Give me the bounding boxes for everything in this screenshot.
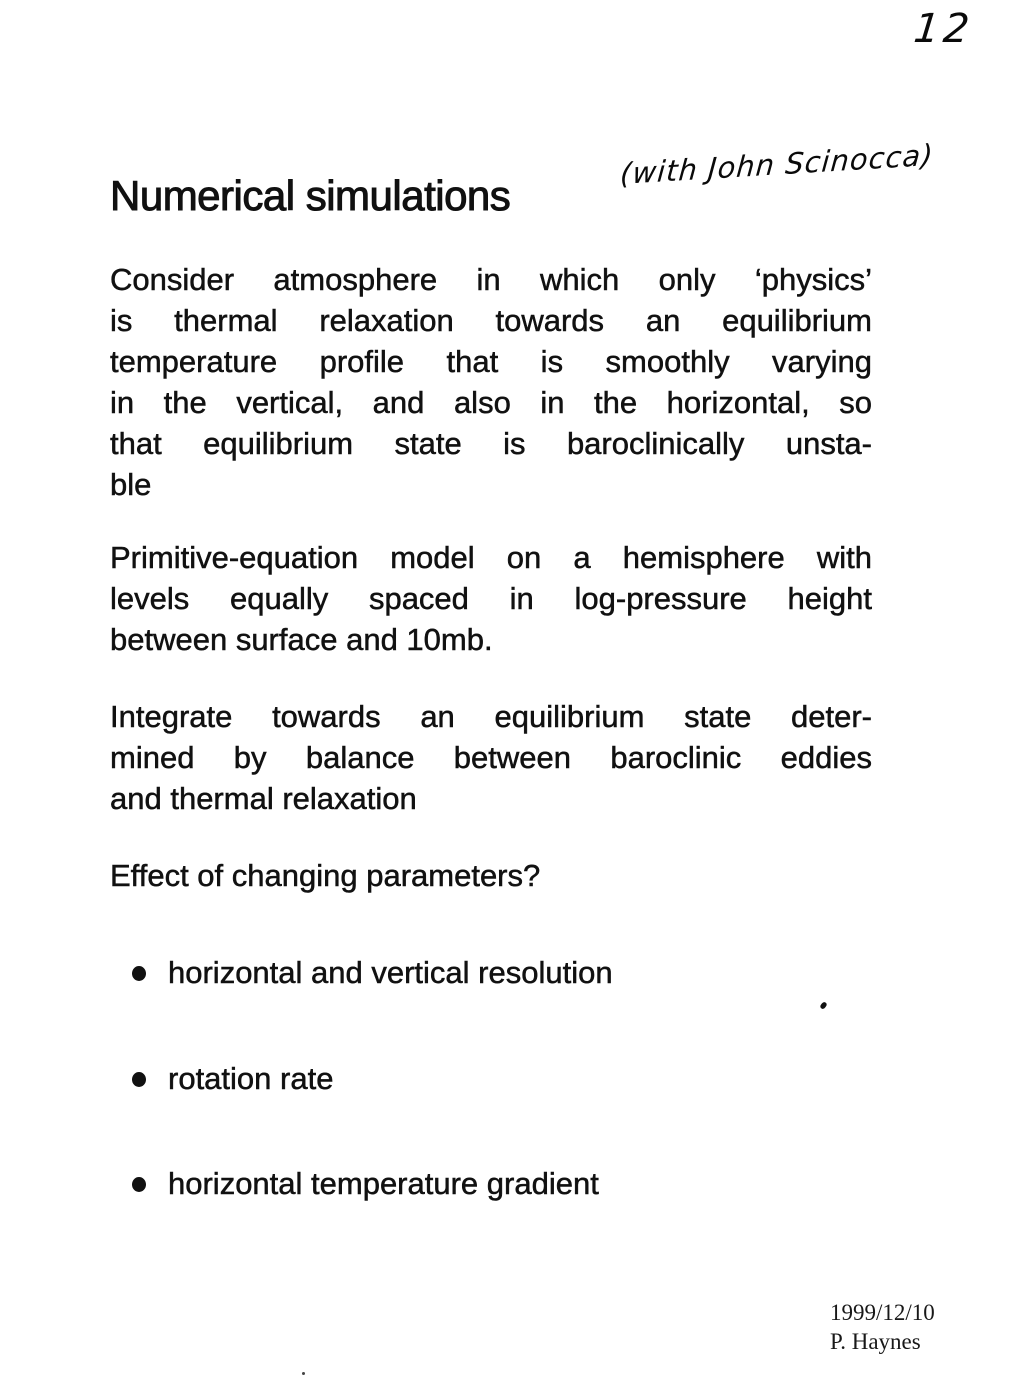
text-line: Consider atmosphere in which only ‘physics’ (110, 262, 872, 297)
text-line: Integrate towards an equilibrium state deter- (110, 699, 872, 734)
paragraph-integrate-equilibrium (110, 696, 872, 819)
text-line: between surface and 10mb. (110, 622, 493, 657)
question-text: Effect of changing parameters? (110, 858, 541, 893)
body-text (110, 259, 872, 896)
paragraph-primitive-equation-model (110, 537, 872, 660)
text-line: that equilibrium state is baroclinically unsta- (110, 426, 872, 461)
bullet-dot-icon (132, 1072, 146, 1087)
scan-speck (819, 1001, 827, 1010)
handwritten-annotation: (with John Scinocca) (618, 137, 935, 192)
text-line: levels equally spaced in log-pressure height (110, 581, 872, 616)
bullet-dot-icon (132, 966, 146, 981)
page-number: 12 (911, 6, 976, 52)
bullet-label: horizontal temperature gradient (168, 1166, 599, 1201)
bullet-dot-icon (132, 1177, 146, 1192)
text-line: mined by balance between baroclinic eddies (110, 740, 872, 775)
text-line: in the vertical, and also in the horizontal, so (110, 385, 872, 420)
bullet-item-rotation-rate (132, 1058, 872, 1099)
text-line: and thermal relaxation (110, 781, 417, 816)
footer (830, 1298, 935, 1356)
text-line: temperature profile that is smoothly varying (110, 344, 872, 379)
page-title: Numerical simulations (110, 172, 511, 219)
scan-speck (302, 1372, 305, 1375)
text-line: ble (110, 467, 152, 502)
bullet-item-temperature-gradient (132, 1163, 872, 1204)
text-line: is thermal relaxation towards an equilibrium (110, 303, 872, 338)
bullet-label: rotation rate (168, 1061, 334, 1096)
bullet-item-resolution (132, 952, 872, 993)
footer-author: P. Haynes (830, 1329, 921, 1354)
footer-date: 1999/12/10 (830, 1300, 935, 1325)
text-line: Primitive-equation model on a hemisphere with (110, 540, 872, 575)
paragraph-consider-atmosphere (110, 259, 872, 505)
bullet-label: horizontal and vertical resolution (168, 955, 613, 990)
